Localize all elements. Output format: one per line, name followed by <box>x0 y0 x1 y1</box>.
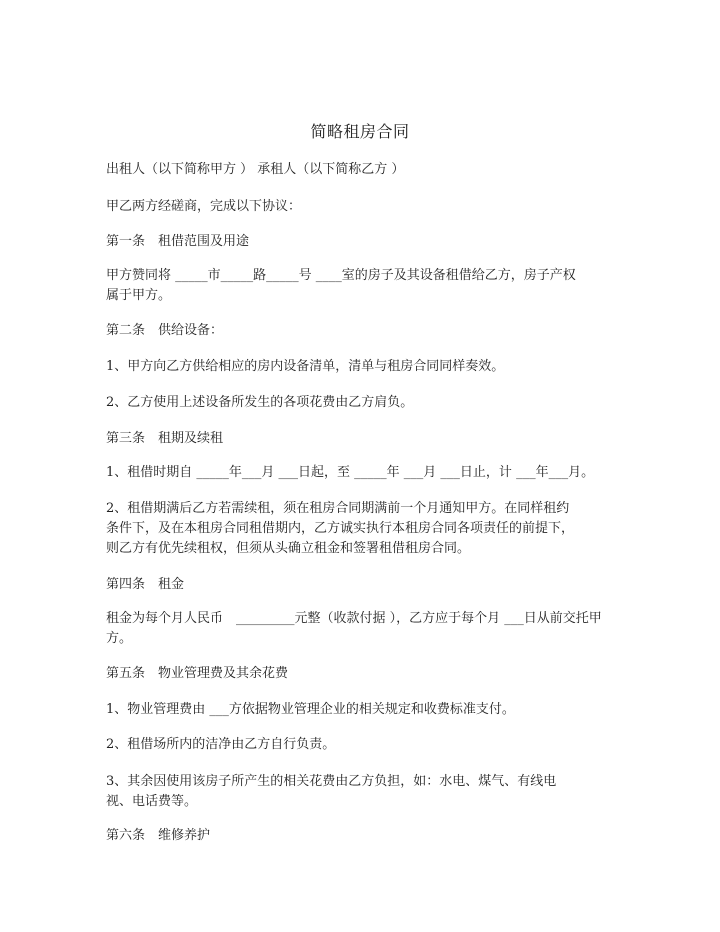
article-4-text-line-2: 方。 <box>106 631 133 646</box>
article-6-heading: 第六条 维修养护 <box>106 828 211 843</box>
article-2-item-1: 1、甲方向乙方供给相应的房内设备清单，清单与租房合同同样奏效。 <box>106 359 505 374</box>
article-5-heading: 第五条 物业管理费及其余花费 <box>106 666 289 681</box>
article-5-item-1: 1、物业管理费由 ___方依据物业管理企业的相关规定和收费标准支付。 <box>106 702 515 717</box>
article-2-heading: 第二条 供给设备： <box>106 323 224 338</box>
article-1-text-line-1: 甲方赞同将 _____市_____路_____号 ____室的房子及其设备租借给乙方，房子产权 <box>106 268 576 283</box>
article-3-item-2-line-1: 2、租借期满后乙方若需续租，须在租房合同期满前一个月通知甲方。在同样租约 <box>106 501 570 516</box>
article-4-text-line-1: 租金为每个月人民币 _________元整（收款付据 ），乙方应于每个月 ___日从前交托甲 <box>106 611 602 626</box>
article-2-item-2: 2、乙方使用上述设备所发生的各项花费由乙方肩负。 <box>106 395 414 410</box>
article-5-item-3-line-1: 3、其余因使用该房子所产生的相关花费由乙方负担，如：水电、煤气、有线电 <box>106 774 557 789</box>
agreement-intro: 甲乙两方经磋商，完成以下协议： <box>106 199 302 214</box>
article-3-item-1: 1、租借时期自 _____年___月 ___日起，至 _____年 ___月 ___日止，计 ___年___月。 <box>106 465 595 480</box>
article-3-heading: 第三条 租期及续租 <box>106 431 224 446</box>
article-1-text-line-2: 属于甲方。 <box>106 288 172 303</box>
parties-line: 出租人（以下简称甲方 ） 承租人（以下简称乙方 ） <box>106 162 405 177</box>
article-3-item-2-line-2: 条件下，及在本租房合同租借期内，乙方诚实执行本租房合同各项责任的前提下， <box>106 521 575 536</box>
article-3-item-2-line-3: 则乙方有优先续租权，但须从头确立租金和签署租借租房合同。 <box>106 541 471 556</box>
article-5-item-2: 2、租借场所内的洁净由乙方自行负责。 <box>106 737 336 752</box>
article-4-heading: 第四条 租金 <box>106 577 185 592</box>
article-5-item-3-line-2: 视、电话费等。 <box>106 794 198 809</box>
document-title: 简略租房合同 <box>310 122 410 141</box>
article-1-heading: 第一条 租借范围及用途 <box>106 234 250 249</box>
